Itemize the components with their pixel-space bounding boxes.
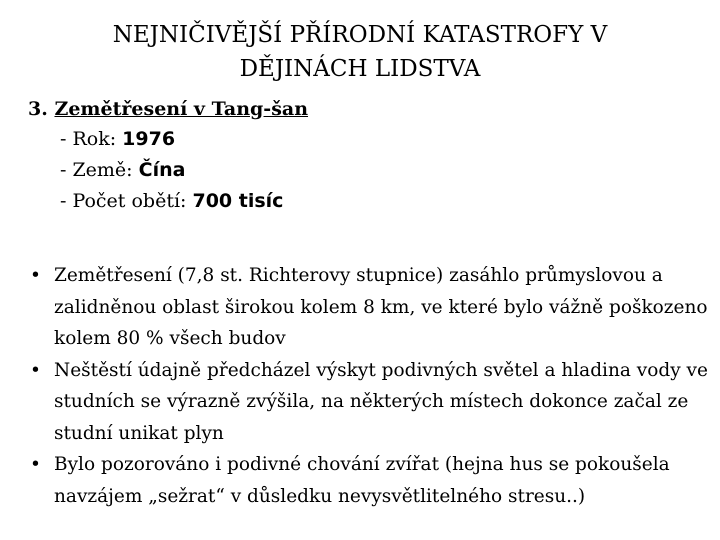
section-number: 3. [28,98,48,120]
bullet-icon: • [30,265,41,286]
section-heading-text: Zemětřesení v Tang-šan [54,98,309,120]
facts-list [60,124,308,217]
list-item [28,260,708,355]
bullet-icon: • [30,454,41,475]
fact-value: Čína [138,159,186,181]
bullet-icon: • [30,359,41,381]
fact-victims [60,186,308,217]
fact-country [60,155,308,186]
list-item [28,449,708,512]
fact-year [60,124,308,155]
fact-value: 1976 [122,128,176,150]
section-tangshan [28,96,308,217]
fact-label: - Rok: [60,128,117,150]
section-heading [28,96,308,122]
list-item [28,355,708,450]
fact-value: 700 tisíc [192,190,284,212]
list-item-text: Neštěstí údajně předcházel výskyt podivných světel a hladina vody ve studních se výrazně zvýšila, na některých místech dokonce začal ze studní unikat plyn [54,359,708,444]
list-item-text: Zemětřesení (7,8 st. Richterovy stupnice) zasáhlo průmyslovou a zalidněnou oblast širokou kolem 8 km, ve které bylo vážně poškozeno kolem 80 % všech budov [54,265,708,349]
bullet-list [28,260,708,512]
fact-label: - Země: [60,159,133,181]
fact-label: - Počet obětí: [60,190,187,212]
slide-title: NEJNIČIVĚJŠÍ PŘÍRODNÍ KATASTROFY V DĚJINÁCH LIDSTVA [112,22,608,82]
list-item-text: Bylo pozorováno i podivné chování zvířat (hejna hus se pokoušela navzájem „sežrat“ v důsledku nevysvětlitelného stresu..) [54,454,670,507]
